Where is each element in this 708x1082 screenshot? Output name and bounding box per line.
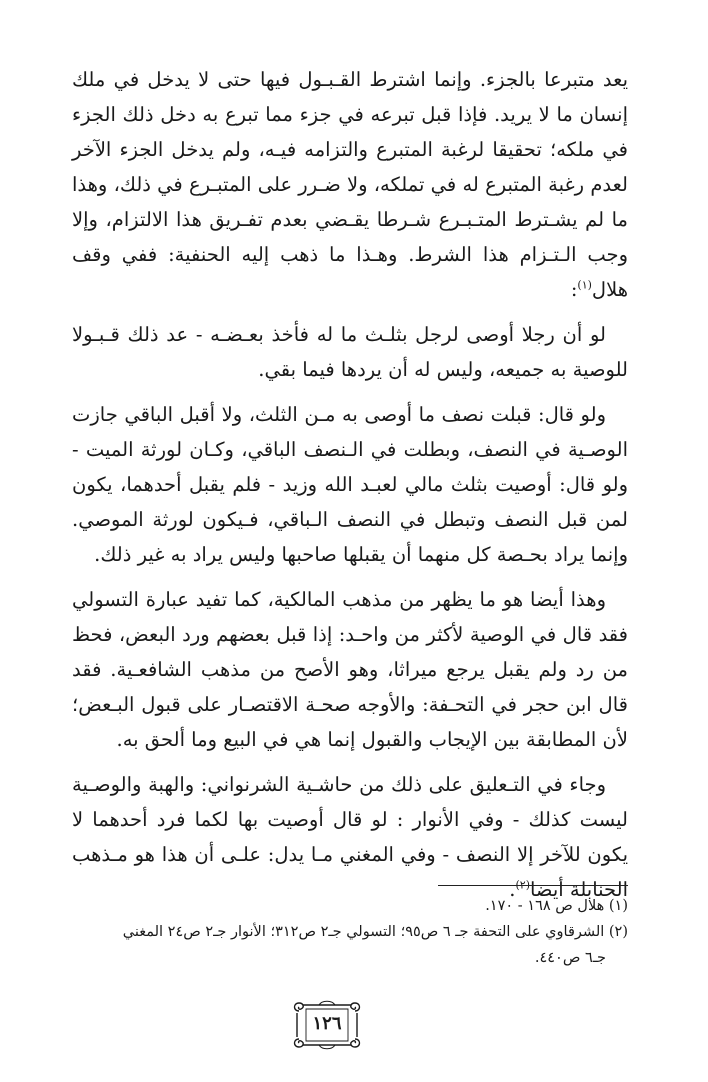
footnote-separator — [438, 885, 628, 886]
page-number: ١٢٦ — [312, 1013, 342, 1034]
paragraph-5-text: وجاء في التـعليق على ذلك من حاشـية الشرنواني: والهبة والوصـية ليست كذلك - وفي الأنوار : لو قال أوصيت بها لكما فرد أحدهما لا يكون للآخر إلا النصف - وفي المغني مـا يدل: علـى أن هذا هو مـذهب الحنابلة أيضا — [72, 773, 628, 901]
paragraph-1-text: يعد متبرعا بالجزء. وإنما اشترط القـبـول فيها حتى لا يدخل في ملك إنسان ما لا يريد. فإذا قبل تبرعه في جزء مما تبرع به دخل ذلك الجزء في ملكه؛ تحقيقا لرغبة المتبرع والتزامه فيـه، ولم يدخل الجزء الآخر لعدم رغبة المتبرع له في تملكه، ولا ضـرر على المتبـرع في ذلك، وهذا ما لم يشـترط المتـبـرع شـرطا يقـضي بعدم تفـريق هذا الالتزام، وإلا وجب الـتـزام هذا الشرط. وهـذا ما ذهب إليه الحنفية: ففي وقف هلال — [72, 68, 628, 301]
main-body-text — [72, 62, 628, 907]
paragraph-5 — [72, 767, 628, 907]
paragraph-3 — [72, 397, 628, 572]
footnote-2-line-1: (٢) الشرقاوي على التحفة جـ ٦ ص٩٥؛ التسولي جـ٢ ص٣١٢؛ الأنوار جـ٢ ص٢٤ المغني — [122, 924, 628, 940]
paragraph-4 — [72, 582, 628, 757]
footnote-2-line-2: جـ٦ ص٤٤٠. — [534, 950, 606, 966]
paragraph-1 — [72, 62, 628, 307]
footnotes — [68, 893, 628, 971]
footnote-ref-1[interactable]: (١) — [577, 278, 592, 292]
paragraph-1-colon: : — [570, 278, 578, 301]
page-number-ornament — [289, 997, 365, 1053]
footnote-ref-2[interactable]: (٢) — [515, 878, 530, 892]
paragraph-4-text: وهذا أيضا هو ما يظهر من مذهب المالكية، كما تفيد عبارة التسولي فقد قال في الوصية لأكثر من واحـد: إذا قبل بعضهم ورد البعض، فحظ من رد ولم يقبل يرجع ميراثا، وهو الأصح من مذهب الشافعـية. فقد قال ابن حجر في التحـفة: والأوجه صحـة الاقتصـار على قبول البـعض؛ لأن المطابقة بين الإيجاب والقبول إنما هي في البيع وما ألحق به. — [72, 588, 628, 751]
paragraph-3-text: ولو قال: قبلت نصف ما أوصى به مـن الثلث، ولا أقبل الباقي جازت الوصـية في النصف، وبطلت في الـنصف الباقي، وكـان لورثة الميت - ولو قال: أوصيت بثلث مالي لعبـد الله وزيد - فلم يقبل أحدهما، يكون لمن قبل النصف وتبطل في النصف الـباقي، فـيكون لورثة الموصي. وإنما يراد بحـصة كل منهما أن يقبلها صاحبها وليس يراد به غير ذلك. — [72, 403, 628, 566]
paragraph-2 — [72, 317, 628, 387]
paragraph-5-period: . — [509, 878, 516, 901]
footnote-1: (١) هلال ص ١٦٨ - ١٧٠. — [485, 898, 628, 914]
paragraph-2-text: لو أن رجلا أوصى لرجل بثلـث ما له فأخذ بعـضـه - عد ذلك قـبـولا للوصية به جميعه، وليس له أن يردها فيما بقي. — [72, 323, 628, 381]
footnote-2 — [68, 919, 628, 971]
